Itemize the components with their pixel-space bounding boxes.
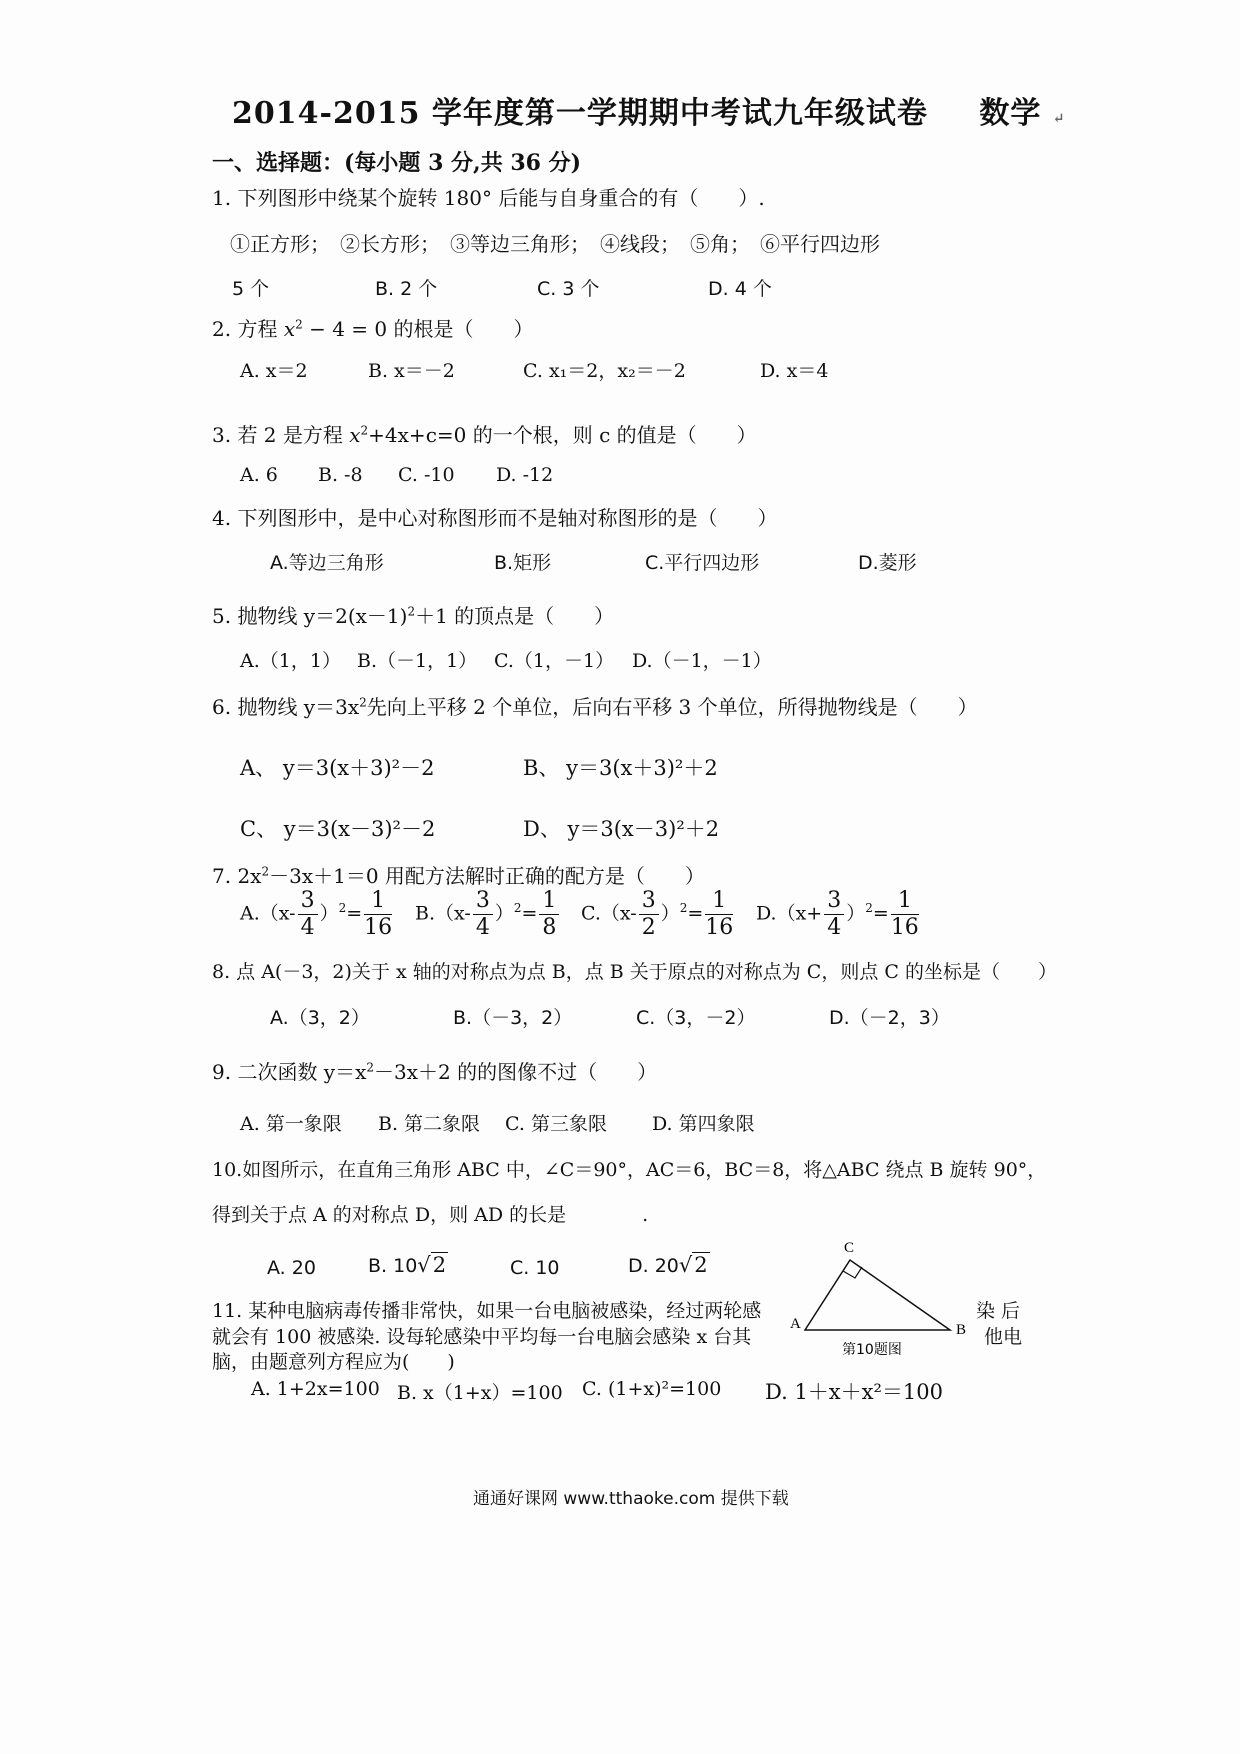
q3-option-a: A. 6 <box>240 464 278 486</box>
subject-label: 数学 <box>979 96 1042 131</box>
question-4-stem: 4. 下列图形中，是中心对称图形而不是轴对称图形的是（ ） <box>212 506 778 530</box>
q10-option-d-prefix: D. 20 <box>628 1255 679 1277</box>
q10-option-b: B. 10√ 2 <box>368 1253 447 1277</box>
q10-option-d: D. 20√ 2 <box>628 1253 708 1277</box>
q3-stem-post: +4x+c=0 的一个根，则 c 的值是（ ） <box>368 423 757 447</box>
q11-option-a: A. 1+2x=100 <box>251 1378 380 1400</box>
q5-option-c: C.（1，－1） <box>494 650 615 672</box>
question-10-stem-line2: 得到关于点 A 的对称点 D，则 AD 的长是 . <box>212 1204 649 1226</box>
q7-stem-pre: 7. 2x <box>212 864 262 888</box>
q6-option-c: C、 y＝3(x－3)²－2 <box>240 817 436 841</box>
q10-option-a: A. 20 <box>267 1257 316 1279</box>
q3-option-b: B. -8 <box>318 464 363 486</box>
q11-option-d: D. 1＋x＋x²＝100 <box>765 1380 943 1404</box>
q7-option-a-prefix: A.（x- <box>240 902 296 925</box>
question-11-stem-line2: 就会有 100 被感染. 设每轮感染中平均每一台电脑会感染 x 台其 <box>212 1326 752 1348</box>
q8-option-b: B.（－3，2） <box>453 1007 573 1029</box>
q2-option-a: A. x＝2 <box>240 360 308 382</box>
exam-title <box>232 88 1066 132</box>
q9-stem-post: －3x＋2 的的图像不过（ ） <box>374 1060 658 1084</box>
q6-stem-pre: 6. 抛物线 y＝3x <box>212 695 360 719</box>
q2-stem-pre: 2. 方程 <box>212 317 278 341</box>
q7-option-b-prefix: B.（x- <box>415 902 471 925</box>
q9-option-d: D. 第四象限 <box>652 1113 755 1135</box>
q7-option-d-prefix: D.（x+ <box>756 902 823 925</box>
q6-option-d: D、 y＝3(x－3)²＋2 <box>523 817 720 841</box>
q7-stem-post: －3x＋1＝0 用配方法解时正确的配方是（ ） <box>269 864 705 888</box>
q2-option-d: D. x＝4 <box>760 360 829 382</box>
q6-stem-post: 先向上平移 2 个单位，后向右平移 3 个单位，所得抛物线是（ ） <box>366 695 978 719</box>
q10-option-c: C. 10 <box>510 1257 560 1279</box>
question-11-stem-tail: 染 后 <box>976 1300 1021 1322</box>
question-1-stem: 1. 下列图形中绕某个旋转 180° 后能与自身重合的有（ ）. <box>212 186 765 210</box>
question-11-stem-line2-tail: 他电 <box>984 1326 1023 1348</box>
q1-option-a: 5 个 <box>232 278 270 300</box>
label-a: A <box>790 1316 801 1332</box>
q6-option-b: B、 y＝3(x＋3)²＋2 <box>523 756 718 780</box>
q7-option-c: C.（x- $\frac{3}{2}$ ）$^2$= $\frac{1}{16}$ <box>581 888 734 940</box>
q11-option-c: C. (1+x)²=100 <box>582 1378 722 1400</box>
q2-option-b: B. x＝－2 <box>368 360 455 382</box>
q4-option-c: C.平行四边形 <box>645 552 760 574</box>
question-2-stem: 2. 方程 $x^2 - 4 = 0$ 的根是（ ） <box>212 317 534 341</box>
q7-option-b: B.（x- $\frac{3}{4}$ ）$^2$= $\frac{1}{8}$ <box>415 888 561 941</box>
triangle-figure <box>780 1230 980 1360</box>
question-7-stem: 7. $2x^2-3x+1=0$ 用配方法解时正确的配方是（ ） <box>212 864 705 888</box>
right-angle-mark <box>843 1267 862 1278</box>
q2-stem-post: 的根是（ ） <box>393 317 534 341</box>
q5-stem-post: ＋1 的顶点是（ ） <box>415 604 615 628</box>
q1-option-c: C. 3 个 <box>537 278 600 300</box>
q8-option-c: C.（3，－2） <box>636 1007 756 1029</box>
q7-option-a: A.（x- $\frac{3}{4}$ ）$^2$= $\frac{1}{16}$ <box>240 888 393 940</box>
q5-option-d: D.（－1，－1） <box>632 650 772 672</box>
q4-option-d: D.菱形 <box>858 552 917 574</box>
footer-text: 通通好课网 www.tthaoke.com 提供下载 <box>473 1489 789 1509</box>
question-1-list: ①正方形； ②长方形； ③等边三角形； ④线段； ⑤角； ⑥平行四边形 <box>230 232 880 256</box>
q8-option-d: D.（－2，3） <box>829 1007 950 1029</box>
q5-option-a: A.（1，1） <box>240 650 341 672</box>
question-10-stem: 10.如图所示，在直角三角形 ABC 中，∠C＝90°，AC＝6，BC＝8，将△ABC 绕点 B 旋转 90°， <box>212 1159 1047 1181</box>
section-heading: 一、选择题：(每小题 3 分,共 36 分) <box>212 150 582 176</box>
q4-option-b: B.矩形 <box>494 552 552 574</box>
q3-option-c: C. -10 <box>398 464 455 486</box>
q11-option-b: B. x（1+x）=100 <box>397 1382 563 1404</box>
q9-option-b: B. 第二象限 <box>378 1113 481 1135</box>
q2-option-c: C. x₁＝2，x₂＝－2 <box>523 360 686 382</box>
q3-option-d: D. -12 <box>496 464 554 486</box>
q5-stem-pre: 5. 抛物线 y＝2(x－1) <box>212 604 408 628</box>
q9-stem-pre: 9. 二次函数 y＝x <box>212 1060 367 1084</box>
q7-option-c-prefix: C.（x- <box>581 902 637 925</box>
q6-option-a: A、 y＝3(x＋3)²－2 <box>240 756 435 780</box>
triangle-abc <box>805 1260 950 1330</box>
figure-caption: 第10题图 <box>842 1342 902 1358</box>
q5-option-b: B.（－1，1） <box>357 650 478 672</box>
return-mark-icon: ↵ <box>1052 111 1066 127</box>
question-11-stem-line3: 脑，由题意列方程应为( ) <box>212 1351 455 1373</box>
q1-option-b: B. 2 个 <box>375 278 438 300</box>
q1-option-d: D. 4 个 <box>708 278 772 300</box>
label-b: B <box>956 1322 967 1338</box>
question-8-stem: 8. 点 A(－3，2)关于 x 轴的对称点为点 B，点 B 关于原点的对称点为 C，则点 C 的坐标是（ ） <box>212 961 1057 983</box>
q4-option-a: A.等边三角形 <box>270 552 384 574</box>
question-11-stem: 11. 某种电脑病毒传播非常快，如果一台电脑被感染，经过两轮感 <box>212 1300 762 1322</box>
q3-stem-pre: 3. 若 2 是方程 <box>212 423 343 447</box>
q9-option-c: C. 第三象限 <box>505 1113 607 1135</box>
exam-title-text: 2014-2015 学年度第一学期期中考试九年级试卷 <box>232 96 928 131</box>
q10-option-b-prefix: B. 10 <box>368 1255 418 1277</box>
question-3-stem: 3. 若 2 是方程 $x^2+4x+c=0$ 的一个根，则 c 的值是（ ） <box>212 423 757 447</box>
q7-option-d: D.（x+ $\frac{3}{4}$ ）$^2$= $\frac{1}{16}$ <box>756 888 919 940</box>
q8-option-a: A.（3，2） <box>270 1007 370 1029</box>
question-5-stem: 5. 抛物线 $y=2(x-1)^2+1$ 的顶点是（ ） <box>212 604 615 628</box>
question-6-stem: 6. 抛物线 $y=3x^2$先向上平移 2 个单位，后向右平移 3 个单位，所得抛物线是（ ） <box>212 695 978 719</box>
q9-option-a: A. 第一象限 <box>240 1113 342 1135</box>
label-c: C <box>844 1240 855 1256</box>
question-9-stem: 9. 二次函数 $y=x^2-3x+2$ 的的图像不过（ ） <box>212 1060 658 1084</box>
